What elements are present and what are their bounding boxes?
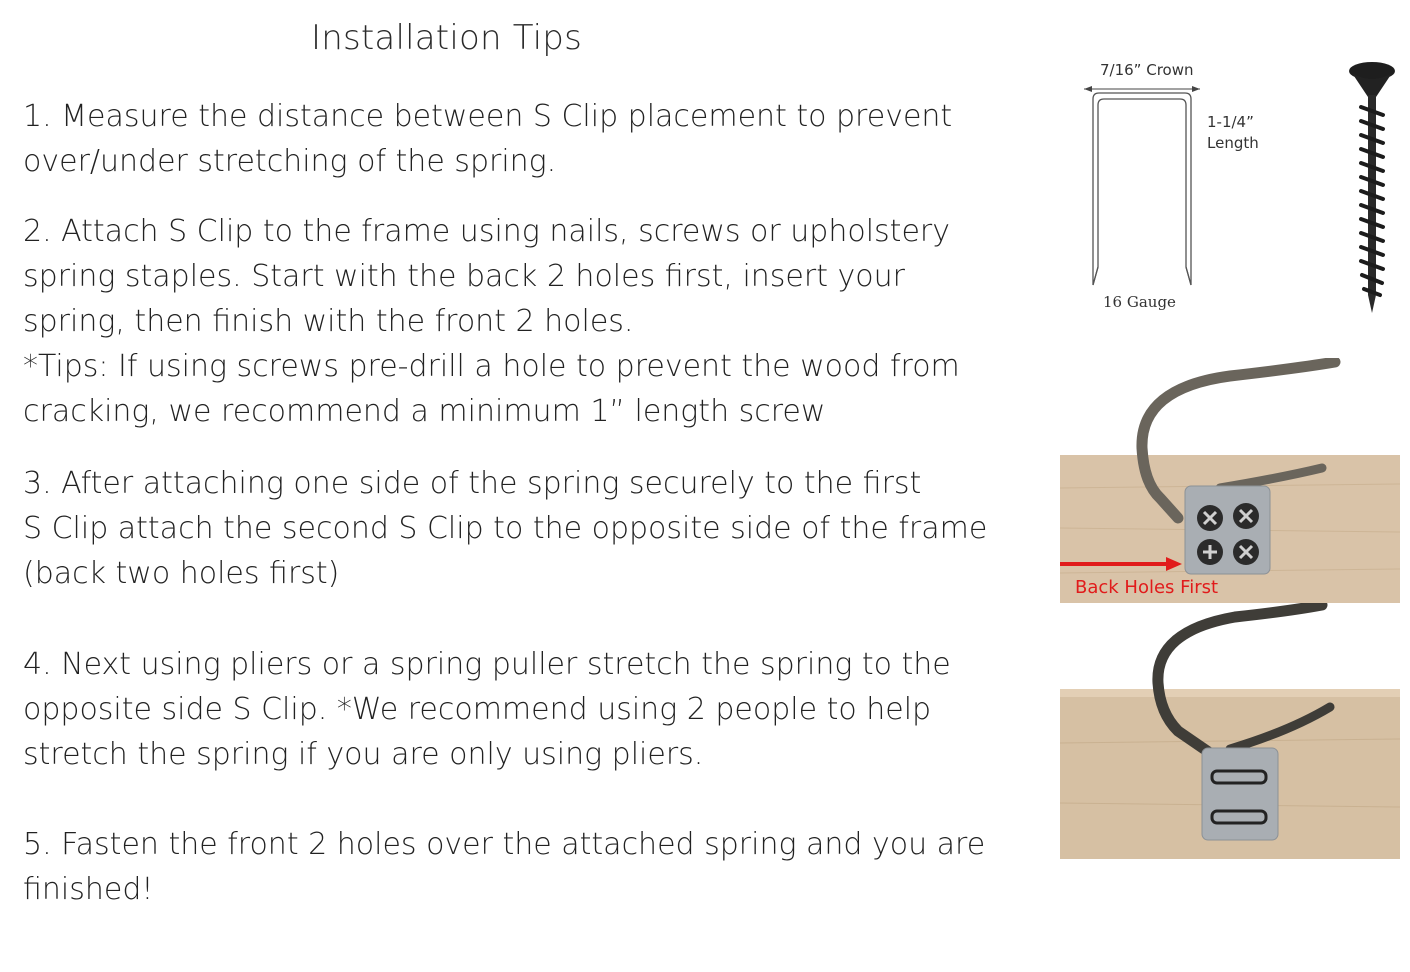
step-3-text: 3. After attaching one side of the spring securely to the first S Clip attach the second S Clip to the opposite side of the frame (back two holes first)	[23, 466, 988, 591]
step-1-text: 1. Measure the distance between S Clip placement to prevent over/under stretching of the spring.	[23, 99, 953, 179]
clip-staples-photo	[1060, 603, 1400, 859]
crown-dimension	[1084, 86, 1200, 92]
step-4	[23, 642, 1023, 777]
screw-icon	[1349, 62, 1395, 313]
length-label-value: 1-1/4”	[1207, 113, 1254, 131]
s-clip	[1185, 486, 1270, 574]
clip-screws-photo	[1060, 358, 1400, 603]
step-1	[23, 94, 1023, 184]
staple-screw-diagram	[1060, 55, 1405, 320]
staple-icon	[1093, 93, 1191, 285]
crown-label: 7/16” Crown	[1100, 61, 1194, 79]
length-label-unit: Length	[1207, 134, 1259, 152]
page-title: Installation Tips	[311, 18, 582, 58]
step-4-text: 4. Next using pliers or a spring puller stretch the spring to the opposite side S Clip. *We recommend using 2 people to help stretch the spring if you are only using pliers.	[23, 647, 951, 772]
back-holes-label: Back Holes First	[1075, 577, 1219, 598]
step-3	[23, 461, 1023, 596]
gauge-label: 16 Gauge	[1103, 293, 1176, 311]
step-5	[23, 822, 1023, 912]
s-clip	[1202, 748, 1278, 840]
step-5-text: 5. Fasten the front 2 holes over the attached spring and you are finished!	[23, 827, 986, 907]
step-2	[23, 209, 1023, 434]
step-2-text: 2. Attach S Clip to the frame using nails, screws or upholstery spring staples. Start with the back 2 holes first, insert your spring, then finish with the front 2 holes. *Tips: If using screws pre-drill a hole to prevent the wood from cracking, we recommend a minimum 1” length screw	[23, 214, 960, 429]
